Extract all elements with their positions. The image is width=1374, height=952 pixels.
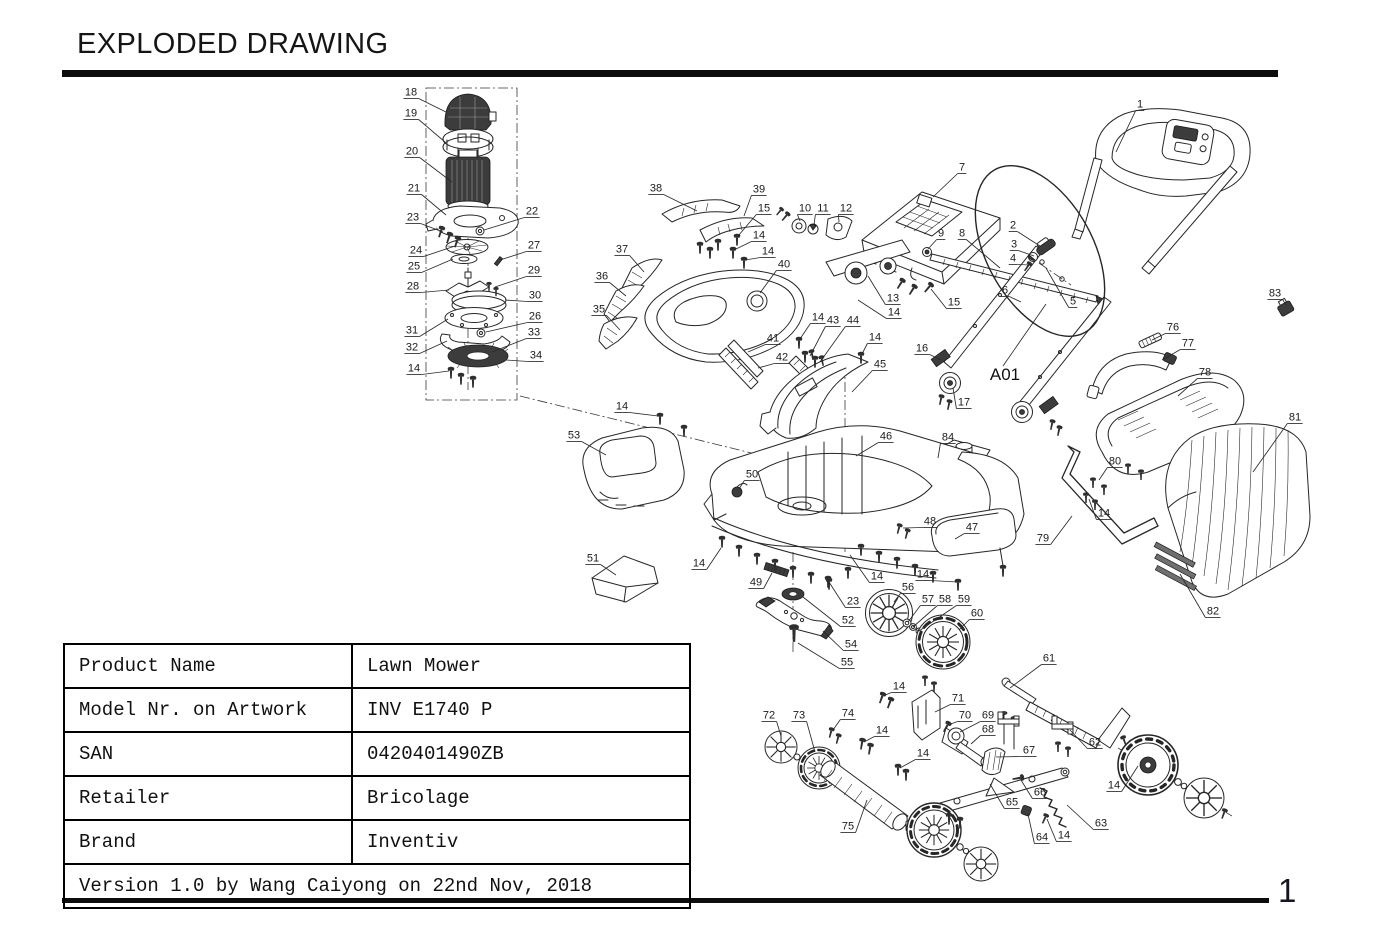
- leader-line: [823, 631, 843, 651]
- page-number: 1: [1278, 872, 1297, 909]
- part-number-75: 75: [841, 820, 855, 833]
- leader-line: [960, 722, 980, 733]
- leader-line: [810, 327, 825, 357]
- part-number-32: 32: [405, 341, 419, 354]
- part-number-9: 9: [937, 227, 945, 240]
- part-number-53: 53: [567, 429, 581, 442]
- leader-line: [1028, 814, 1034, 844]
- table-cell-label: Model Nr. on Artwork: [64, 688, 352, 732]
- part-number-71: 71: [951, 692, 965, 705]
- part-number-61: 61: [1042, 652, 1056, 665]
- part-number-6: 6: [1001, 284, 1009, 297]
- table-row: [64, 732, 690, 776]
- leader-line: [900, 760, 915, 769]
- part-number-66: 66: [1033, 786, 1047, 799]
- table-cell-value: Bricolage: [352, 776, 690, 820]
- leader-line: [868, 276, 885, 305]
- part-number-52: 52: [841, 614, 855, 627]
- part-upper-handle-drawing: [1072, 109, 1250, 274]
- part-blade-drawing: [756, 588, 833, 642]
- part-front-wheels-drawing: [866, 590, 971, 670]
- part-number-83: 83: [1268, 287, 1282, 300]
- part-number-14: 14: [868, 331, 882, 344]
- part-number-20: 20: [405, 145, 419, 158]
- part-number-11: 11: [817, 202, 829, 215]
- part-number-51: 51: [586, 552, 600, 565]
- part-number-8: 8: [958, 227, 966, 240]
- table-cell-label: Retailer: [64, 776, 352, 820]
- part-number-43: 43: [826, 314, 840, 327]
- part-number-10: 10: [798, 202, 812, 215]
- part-number-63: 63: [1094, 817, 1108, 830]
- part-number-38: 38: [649, 182, 663, 195]
- leader-line: [419, 99, 446, 113]
- part-number-65: 65: [1005, 796, 1019, 809]
- leader-line: [931, 581, 957, 583]
- part-number-30: 30: [528, 289, 542, 302]
- leader-line: [1010, 665, 1041, 689]
- part-right-wheels-drawing: [1118, 735, 1224, 818]
- part-number-12: 12: [839, 202, 853, 215]
- part-number-45: 45: [873, 358, 887, 371]
- part-number-81: 81: [1288, 411, 1302, 424]
- part-number-26: 26: [528, 310, 542, 323]
- part-number-23: 23: [406, 211, 420, 224]
- part-number-14: 14: [870, 570, 884, 583]
- table-cell-label: Brand: [64, 820, 352, 864]
- part-number-33: 33: [527, 326, 541, 339]
- part-number-14: 14: [761, 245, 775, 258]
- part-number-14: 14: [407, 362, 421, 375]
- leader-line: [800, 324, 810, 340]
- part-number-7: 7: [958, 161, 966, 174]
- product-info-table: [63, 643, 691, 909]
- part-number-22: 22: [525, 205, 539, 218]
- leader-line: [419, 120, 445, 143]
- part-number-68: 68: [981, 723, 995, 736]
- leader-line: [758, 364, 774, 369]
- leader-line: [838, 215, 839, 223]
- leader-line: [764, 573, 772, 589]
- table-row: [64, 688, 690, 732]
- part-number-14: 14: [1057, 829, 1071, 842]
- part-number-70: 70: [958, 709, 972, 722]
- leader-line: [505, 300, 527, 302]
- part-number-62: 62: [1088, 736, 1102, 749]
- part-number-15: 15: [757, 202, 771, 215]
- part-number-77: 77: [1181, 337, 1195, 350]
- part-number-13: 13: [886, 292, 900, 305]
- part-number-58: 58: [938, 593, 952, 606]
- leader-line: [971, 736, 980, 745]
- leader-line: [833, 720, 840, 731]
- leader-line: [420, 341, 447, 354]
- part-number-14: 14: [875, 724, 889, 737]
- part-number-16: 16: [915, 342, 929, 355]
- part-number-1: 1: [1136, 98, 1144, 111]
- part-number-69: 69: [981, 709, 995, 722]
- leader-line: [1017, 265, 1030, 266]
- part-number-3: 3: [1010, 238, 1018, 251]
- leader-line: [630, 413, 658, 417]
- part-number-59: 59: [957, 593, 971, 606]
- leader-line: [829, 582, 845, 608]
- part-number-14: 14: [916, 568, 930, 581]
- part-number-14: 14: [692, 557, 706, 570]
- leader-line: [1047, 819, 1056, 842]
- leader-line: [996, 757, 1021, 758]
- part-number-82: 82: [1206, 605, 1220, 618]
- leader-line: [1017, 232, 1040, 247]
- part-number-14: 14: [752, 229, 766, 242]
- table-row: [64, 820, 690, 864]
- part-number-54: 54: [844, 638, 858, 651]
- leader-line: [745, 258, 760, 261]
- part-number-73: 73: [792, 709, 806, 722]
- part-number-19: 19: [404, 107, 418, 120]
- part-number-49: 49: [749, 576, 763, 589]
- part-number-72: 72: [762, 709, 776, 722]
- part-number-39: 39: [752, 183, 766, 196]
- table-cell-version: Version 1.0 by Wang Caiyong on 22nd Nov, 2018: [64, 864, 690, 908]
- table-cell-value: Lawn Mower: [352, 644, 690, 688]
- part-number-46: 46: [879, 430, 893, 443]
- leader-line: [931, 289, 946, 309]
- part-number-64: 64: [1035, 831, 1049, 844]
- part-number-5: 5: [1069, 295, 1077, 308]
- leader-line: [903, 528, 922, 529]
- leader-line: [422, 195, 446, 216]
- part-number-41: 41: [766, 332, 780, 345]
- part-number-14: 14: [811, 311, 825, 324]
- leader-line: [798, 643, 839, 669]
- part-number-17: 17: [957, 396, 971, 409]
- part-number-84: 84: [941, 431, 955, 444]
- part-number-60: 60: [970, 607, 984, 620]
- part-number-36: 36: [595, 270, 609, 283]
- part-number-14: 14: [1107, 779, 1121, 792]
- part-number-76: 76: [1166, 321, 1180, 334]
- part-number-25: 25: [407, 260, 421, 273]
- leader-line: [862, 344, 867, 355]
- part-number-57: 57: [921, 593, 935, 606]
- part-number-23: 23: [846, 595, 860, 608]
- part-top-cover-drawing: [645, 270, 804, 362]
- part-number-14: 14: [892, 680, 906, 693]
- part-number-24: 24: [409, 244, 423, 257]
- part-center-wheels-drawing: [907, 803, 998, 881]
- part-number-14: 14: [916, 747, 930, 760]
- leader-line: [1067, 805, 1093, 830]
- part-number-56: 56: [901, 581, 915, 594]
- part-number-80: 80: [1108, 455, 1122, 468]
- part-number-14: 14: [1097, 507, 1111, 520]
- table-cell-value: Inventiv: [352, 820, 690, 864]
- leader-line: [744, 196, 751, 217]
- part-front-cover-drawing: [583, 427, 684, 602]
- leader-line: [1099, 468, 1107, 481]
- part-number-44: 44: [846, 314, 860, 327]
- table-cell-value: INV E1740 P: [352, 688, 690, 732]
- leader-line: [1051, 516, 1072, 545]
- table-row-version: [64, 864, 690, 908]
- part-number-42: 42: [775, 351, 789, 364]
- part-number-18: 18: [404, 86, 418, 99]
- leader-line: [500, 252, 526, 261]
- part-number-48: 48: [923, 515, 937, 528]
- part-number-40: 40: [777, 258, 791, 271]
- part-number-27: 27: [527, 239, 541, 252]
- part-number-21: 21: [407, 182, 421, 195]
- leader-line: [1009, 297, 1021, 303]
- part-number-50: 50: [745, 468, 759, 481]
- table-row: [64, 644, 690, 688]
- part-number-15: 15: [947, 296, 961, 309]
- part-number-35: 35: [592, 303, 606, 316]
- part-handle-trims-drawing: [662, 200, 764, 242]
- part-number-4: 4: [1009, 252, 1017, 265]
- part-number-47: 47: [965, 521, 979, 534]
- leader-line: [814, 215, 815, 226]
- part-number-37: 37: [615, 243, 629, 256]
- table-cell-label: Product Name: [64, 644, 352, 688]
- part-number-55: 55: [840, 656, 854, 669]
- leader-line: [858, 300, 886, 319]
- table-cell-value: 0420401490ZB: [352, 732, 690, 776]
- page-title: EXPLODED DRAWING: [77, 28, 389, 60]
- part-number-67: 67: [1022, 744, 1036, 757]
- leader-line: [852, 371, 872, 393]
- part-number-2: 2: [1009, 219, 1017, 232]
- part-number-14: 14: [887, 306, 901, 319]
- leader-line: [421, 290, 449, 293]
- part-number-74: 74: [841, 707, 855, 720]
- leader-line: [933, 174, 958, 198]
- part-number-29: 29: [527, 264, 541, 277]
- leader-line: [495, 277, 526, 288]
- part-number-14: 14: [615, 400, 629, 413]
- table-row: [64, 776, 690, 820]
- leader-line: [707, 548, 721, 570]
- part-number-34: 34: [529, 349, 543, 362]
- leader-line: [807, 722, 815, 753]
- part-number-78: 78: [1198, 366, 1212, 379]
- part-number-31: 31: [405, 324, 419, 337]
- part-number-28: 28: [406, 280, 420, 293]
- table-cell-label: SAN: [64, 732, 352, 776]
- part-number-79: 79: [1036, 532, 1050, 545]
- assembly-ref-a01: A01: [989, 365, 1021, 384]
